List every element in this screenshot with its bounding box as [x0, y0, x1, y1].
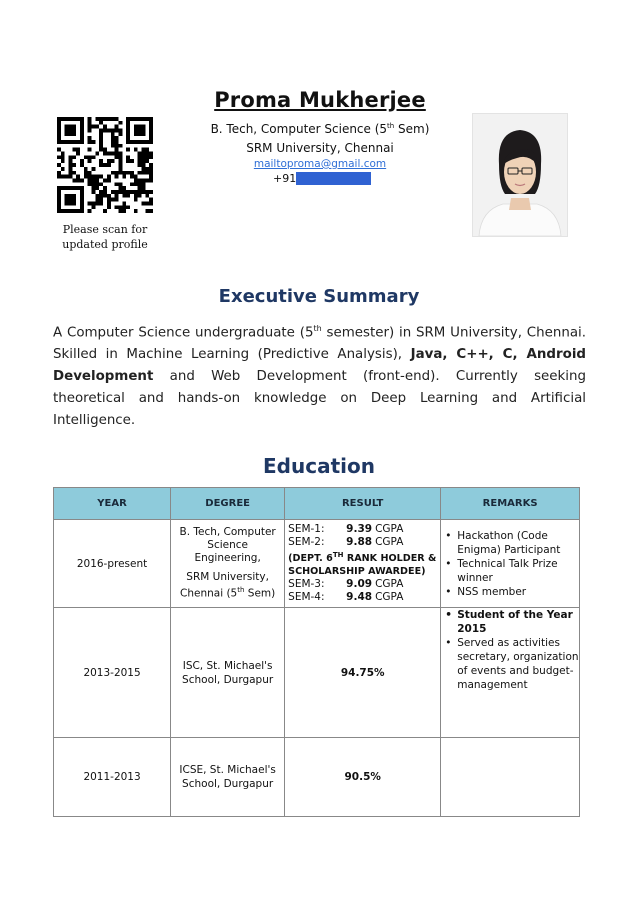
degree-line: B. Tech, Computer Science (5th Sem)	[210, 122, 430, 136]
result-line: SEM-2: 9.88 CGPA	[288, 535, 404, 548]
qr-code[interactable]	[57, 117, 153, 213]
candidate-name: Proma Mukherjee	[214, 88, 426, 112]
table-row	[54, 738, 580, 817]
degree-cell: ISC, St. Michael's School, Durgapur	[171, 608, 285, 738]
education-table	[53, 487, 580, 817]
table-header-row	[54, 488, 580, 520]
remark-item: • NSS member	[457, 585, 579, 599]
column-header-degree: DEGREE	[171, 488, 285, 520]
result-line: SEM-4: 9.48 CGPA	[288, 591, 404, 604]
table-row	[54, 608, 580, 738]
email-link[interactable]: mailtoproma@gmail.com	[253, 158, 387, 170]
column-header-remarks: REMARKS	[441, 488, 580, 520]
executive-summary-text: A Computer Science undergraduate (5th semester) in SRM University, Chennai. Skilled in Machine Learning (Predictive Analysis), Java, C++, C, Android Development and Web Development (front-end). Currently seeking theoretical and hands-on knowledge on Deep Learning and Artificial Intelligence.	[53, 324, 586, 429]
education-heading: Education	[263, 454, 375, 478]
remark-item: • Student of the Year 2015	[457, 608, 579, 636]
degree-cell: ICSE, St. Michael's School, Durgapur	[171, 738, 285, 817]
result-line: SEM-1: 9.39 CGPA	[288, 522, 404, 535]
rank-note: (DEPT. 6TH RANK HOLDER & SCHOLARSHIP AWARDEE)	[288, 550, 437, 578]
remark-item: • Served as activities secretary, organization of events and budget-management	[457, 636, 579, 692]
remark-item: • Technical Talk Prize winner	[457, 557, 579, 585]
column-header-year: YEAR	[54, 488, 171, 520]
profile-photo	[472, 113, 568, 237]
result-cell	[285, 520, 441, 608]
executive-summary-heading: Executive Summary	[218, 286, 420, 307]
degree-cell: B. Tech, Computer Science Engineering, SRM University, Chennai (5th Sem)	[171, 520, 285, 608]
table-row	[54, 520, 580, 608]
university-line: SRM University, Chennai	[246, 141, 394, 155]
year-cell: 2011-2013	[54, 738, 171, 817]
remarks-cell	[441, 738, 580, 817]
qr-caption: Please scan for updated profile	[62, 223, 148, 251]
remarks-cell	[441, 520, 580, 608]
result-cell: 94.75%	[285, 608, 441, 738]
phone-redaction-box	[296, 172, 371, 185]
result-cell: 90.5%	[285, 738, 441, 817]
year-cell: 2013-2015	[54, 608, 171, 738]
year-cell: 2016-present	[54, 520, 171, 608]
result-line: SEM-3: 9.09 CGPA	[288, 578, 404, 591]
column-header-result: RESULT	[285, 488, 441, 520]
remarks-cell	[441, 608, 580, 738]
phone-prefix: +91	[273, 172, 297, 185]
remark-item: • Hackathon (Code Enigma) Participant	[457, 529, 579, 557]
